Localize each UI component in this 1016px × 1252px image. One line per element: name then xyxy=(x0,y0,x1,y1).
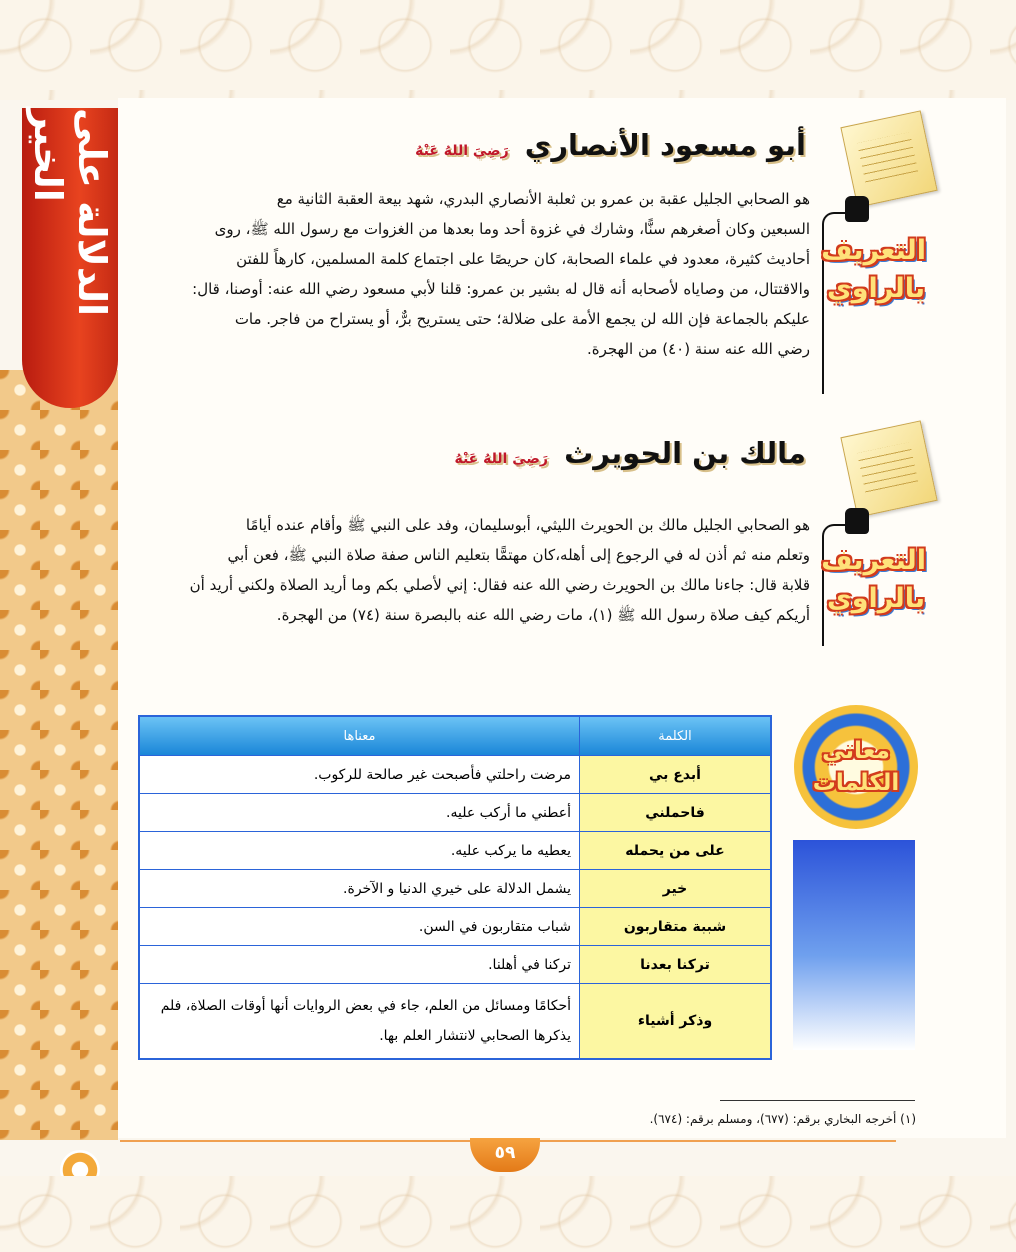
vocab-word: أبدع بي xyxy=(580,756,772,794)
vocab-badge xyxy=(794,735,918,799)
scroll-icon xyxy=(840,420,937,517)
inkwell-icon xyxy=(845,508,869,534)
section1-badge xyxy=(821,232,926,308)
vocab-meaning: شباب متقاربون في السن. xyxy=(139,908,580,946)
paragraph-line: وتعلم منه ثم أذن له في الرجوع إلى أهله،كان مهتمًّا بتعليم الناس صفة صلاة النبي ﷺ، فعن أبي xyxy=(227,546,810,564)
vocab-meaning: يعطيه ما يركب عليه. xyxy=(139,832,580,870)
scroll-icon xyxy=(840,110,937,207)
header-word: الكلمة xyxy=(580,716,772,756)
table-row xyxy=(139,908,771,946)
section2-paragraph xyxy=(145,510,810,630)
paragraph-line: قلابة قال: جاءنا مالك بن الحويرث رضي الله عنه فقال: إني لأصلي بكم وما أريد الصلاة ولكني أريد أن xyxy=(189,576,810,594)
vocab-badge-line1: معاني xyxy=(822,738,890,764)
table-row xyxy=(139,984,771,1060)
table-row xyxy=(139,946,771,984)
section2-name: مالك بن الحويرث xyxy=(564,436,806,470)
left-ornament-strip xyxy=(0,370,118,1140)
paragraph-line: السبعين وكان أصغرهم سنًّا، وشارك في غزوة أحد وما بعدها من الغزوات مع رسول الله ﷺ، روى xyxy=(214,220,810,238)
vocab-meaning: يشمل الدلالة على خيري الدنيا و الآخرة. xyxy=(139,870,580,908)
footnote-divider xyxy=(720,1100,915,1101)
table-row xyxy=(139,756,771,794)
vocab-table xyxy=(138,715,772,1060)
section2-honorific: رَضِيَ اللهُ عَنْهُ xyxy=(454,451,548,467)
vocab-word: تركنا بعدنا xyxy=(580,946,772,984)
side-title: الدلالة على الخير xyxy=(26,108,114,316)
paragraph-line: هو الصحابي الجليل عقبة بن عمرو بن ثعلبة الأنصاري البدري، شهد بيعة العقبة الثانية مع xyxy=(276,190,810,208)
table-row xyxy=(139,870,771,908)
section1-name: أبو مسعود الأنصاري xyxy=(524,128,806,162)
vocab-meaning: أحكامًا ومسائل من العلم، جاء في بعض الروايات أنها أوقات الصلاة، فلم يذكرها الصحابي لانتشار العلم بها. xyxy=(139,984,580,1060)
paragraph-line: والاقتتال، من وصاياه لأصحابه أنه قال له بشير بن عمرو: قلنا لأبي مسعود رضي الله عنه: أوصنا، قال: xyxy=(192,280,810,298)
paragraph-line: هو الصحابي الجليل مالك بن الحويرث الليثي، أبوسليمان، وفد على النبي ﷺ وأقام عنده أيامًا xyxy=(245,516,810,534)
section2-badge-line2: بالراوي xyxy=(827,583,925,614)
vocab-word: فاحملني xyxy=(580,794,772,832)
paragraph-line: عليكم بالجماعة فإن الله لن يجمع الأمة على ضلالة؛ حتى يستريح برٌّ، أو يستراح من فاجر. مات xyxy=(234,310,810,328)
footnote: (١) أخرجه البخاري برقم: (٦٧٧)، ومسلم برقم: (٦٧٤). xyxy=(649,1112,916,1126)
table-header-row xyxy=(139,716,771,756)
section1-honorific: رَضِيَ اللهُ عَنْهُ xyxy=(415,143,509,159)
paragraph-line: رضي الله عنه سنة (٤٠) من الهجرة. xyxy=(586,340,810,358)
side-title-banner xyxy=(22,108,118,408)
table-row xyxy=(139,794,771,832)
bottom-ornament xyxy=(0,1176,1016,1252)
vocab-meaning: أعطني ما أركب عليه. xyxy=(139,794,580,832)
table-row xyxy=(139,832,771,870)
section2-badge-line1: التعريف xyxy=(821,545,926,576)
vocab-word: خير xyxy=(580,870,772,908)
top-ornament xyxy=(0,0,1016,100)
vocab-badge-line2: الكلمات xyxy=(812,770,900,796)
inkwell-icon xyxy=(845,196,869,222)
section1-paragraph xyxy=(145,184,810,364)
section1-badge-line1: التعريف xyxy=(821,235,926,266)
vocab-meaning: تركنا في أهلنا. xyxy=(139,946,580,984)
section1-heading xyxy=(415,128,806,162)
page-number: ٥٩ xyxy=(470,1138,540,1172)
section2-heading xyxy=(454,436,806,470)
paragraph-line: أحاديث كثيرة، معدود في علماء الصحابة، كان حريصًا على اجتماع كلمة المسلمين، كارهاً للفتن xyxy=(236,250,810,268)
vocab-word: على من يحمله xyxy=(580,832,772,870)
section2-badge xyxy=(821,542,926,618)
vocab-word: شببة متقاربون xyxy=(580,908,772,946)
vocab-word: وذكر أشياء xyxy=(580,984,772,1060)
section1-badge-line2: بالراوي xyxy=(827,273,925,304)
vocab-meaning: مرضت راحلتي فأصبحت غير صالحة للركوب. xyxy=(139,756,580,794)
decorative-blue-block xyxy=(793,840,915,1050)
paragraph-line: أريكم كيف صلاة رسول الله ﷺ (١)، مات رضي الله عنه بالبصرة سنة (٧٤) من الهجرة. xyxy=(276,606,810,624)
header-meaning: معناها xyxy=(139,716,580,756)
